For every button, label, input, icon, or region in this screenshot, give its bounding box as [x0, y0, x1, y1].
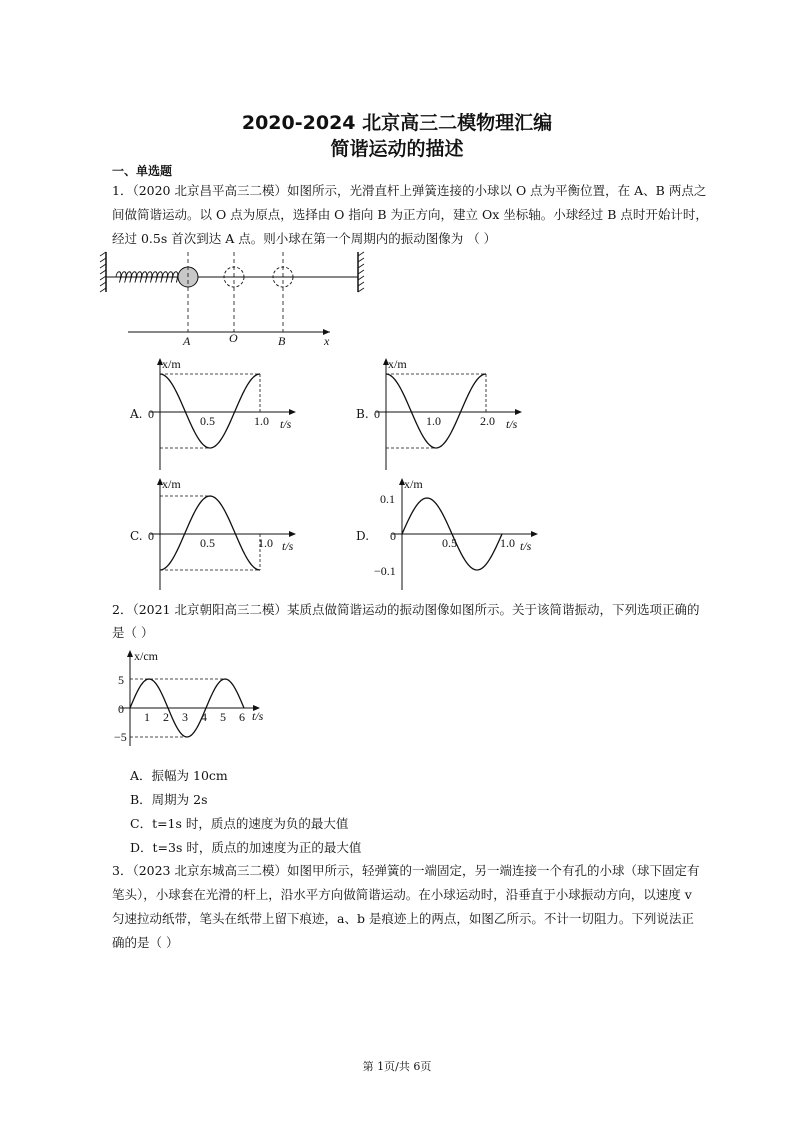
label-x: x: [324, 334, 330, 348]
q1-line-2: 间做简谐运动。以 O 点为原点，选择由 O 指向 B 为正方向，建立 Ox 坐标轴。小球经过 B 点时开始计时，: [112, 207, 708, 222]
option-A-tick-2: 1.0: [254, 414, 269, 428]
option-B-curve: [386, 374, 486, 448]
q3-line-2: 笔头），小球套在光滑的杆上，沿水平方向做简谐运动。在小球运动时，沿垂直于小球振动方向，以速度 v: [112, 887, 692, 902]
option-B-tick-2: 2.0: [480, 414, 495, 428]
q2-ylabel: x/cm: [134, 649, 158, 663]
option-C-tick-1: 0.5: [200, 536, 215, 550]
label-O: O: [229, 331, 238, 345]
option-D-origin: 0: [390, 529, 396, 543]
option-A-ylabel: x/m: [162, 357, 181, 371]
q2-ytick-neg5: −5: [114, 730, 127, 744]
q2-choice-D[interactable]: D．t=3s 时，质点的加速度为正的最大值: [130, 840, 362, 855]
option-C-graph: [142, 472, 318, 594]
q2-line-1: 2．（2021 北京朝阳高三二模）某质点做简谐运动的振动图像如图所示。关于该简谐振动，下列选项正确的: [112, 602, 700, 617]
right-wall-hatch: [358, 252, 364, 292]
option-C-tick-2: 1.0: [258, 536, 273, 550]
q2-choice-A[interactable]: A．振幅为 10cm: [130, 768, 228, 783]
option-A-curve: [160, 374, 260, 448]
q2-xtick-5: 5: [220, 710, 226, 724]
option-C-curve: [160, 496, 260, 570]
label-B: B: [278, 334, 286, 348]
option-B-origin: 0: [374, 407, 380, 421]
q1-line-1: 1．（2020 北京昌平高三二模）如图所示，光滑直杆上弹簧连接的小球以 O 点为平衡位置，在 A、B 两点之: [112, 183, 707, 198]
option-D-tick-1: 0.5: [442, 536, 457, 550]
section-header: 一、单选题: [112, 164, 173, 178]
q2-xtick-1: 1: [144, 710, 150, 724]
q2-xlabel: t/s: [252, 709, 264, 723]
q2-xtick-6: 6: [239, 710, 245, 724]
q2-xtick-labels: [144, 710, 245, 724]
option-B-graph: [368, 352, 544, 474]
option-B-ylabel: x/m: [388, 357, 407, 371]
q2-ytick-5: 5: [118, 673, 124, 687]
left-wall-hatch: [100, 252, 106, 292]
option-D-graph: [368, 472, 544, 594]
option-D-letter[interactable]: D.: [356, 529, 370, 543]
option-A-xlabel: t/s: [280, 417, 292, 431]
option-B-xlabel: t/s: [506, 417, 518, 431]
option-A-origin: 0: [148, 407, 154, 421]
option-B-letter[interactable]: B.: [356, 407, 369, 421]
option-D-ytick-bottom: −0.1: [374, 564, 396, 578]
q2-choice-C[interactable]: C．t=1s 时，质点的速度为负的最大值: [130, 816, 349, 831]
page-footer: 第 1页/共 6页: [362, 1060, 432, 1073]
option-D-xlabel: t/s: [520, 539, 532, 553]
option-C-letter[interactable]: C.: [130, 529, 143, 543]
option-C-xlabel: t/s: [282, 539, 294, 553]
q3-line-1: 3．（2023 北京东城高三二模）如图甲所示，轻弹簧的一端固定，另一端连接一个有孔的小球（球下固定有: [112, 863, 700, 878]
q2-xtick-2: 2: [163, 710, 169, 724]
option-B-tick-1: 1.0: [426, 414, 441, 428]
option-C-ylabel: x/m: [162, 477, 181, 491]
q1-line-3: 经过 0.5s 首次到达 A 点。则小球在第一个周期内的振动图像为 （ ）: [112, 231, 497, 246]
option-D-ytick-top: 0.1: [380, 492, 395, 506]
label-A: A: [183, 334, 191, 348]
option-A-graph: [142, 352, 318, 474]
q3-line-3: 匀速拉动纸带，笔头在纸带上留下痕迹，a、b 是痕迹上的两点，如图乙所示。不计一切阻力。下列说法正: [112, 911, 694, 926]
spring-oscillator-diagram: [96, 244, 376, 348]
option-D-ylabel: x/m: [404, 477, 423, 491]
option-A-tick-1: 0.5: [200, 414, 215, 428]
q2-origin: 0: [118, 702, 124, 716]
document-title: 2020-2024 北京高三二模物理汇编: [241, 112, 553, 134]
q2-choice-B[interactable]: B．周期为 2s: [130, 792, 208, 807]
document-subtitle: 简谐运动的描述: [330, 138, 464, 160]
q2-xtick-4: 4: [201, 710, 207, 724]
option-D-tick-2: 1.0: [500, 536, 515, 550]
q2-xtick-3: 3: [182, 710, 188, 724]
option-A-letter[interactable]: A.: [130, 407, 143, 421]
q2-line-2: 是（ ）: [112, 625, 154, 640]
option-C-origin: 0: [148, 529, 154, 543]
q2-vibration-graph: [112, 644, 282, 748]
q3-line-4: 确的是（ ）: [112, 935, 179, 950]
